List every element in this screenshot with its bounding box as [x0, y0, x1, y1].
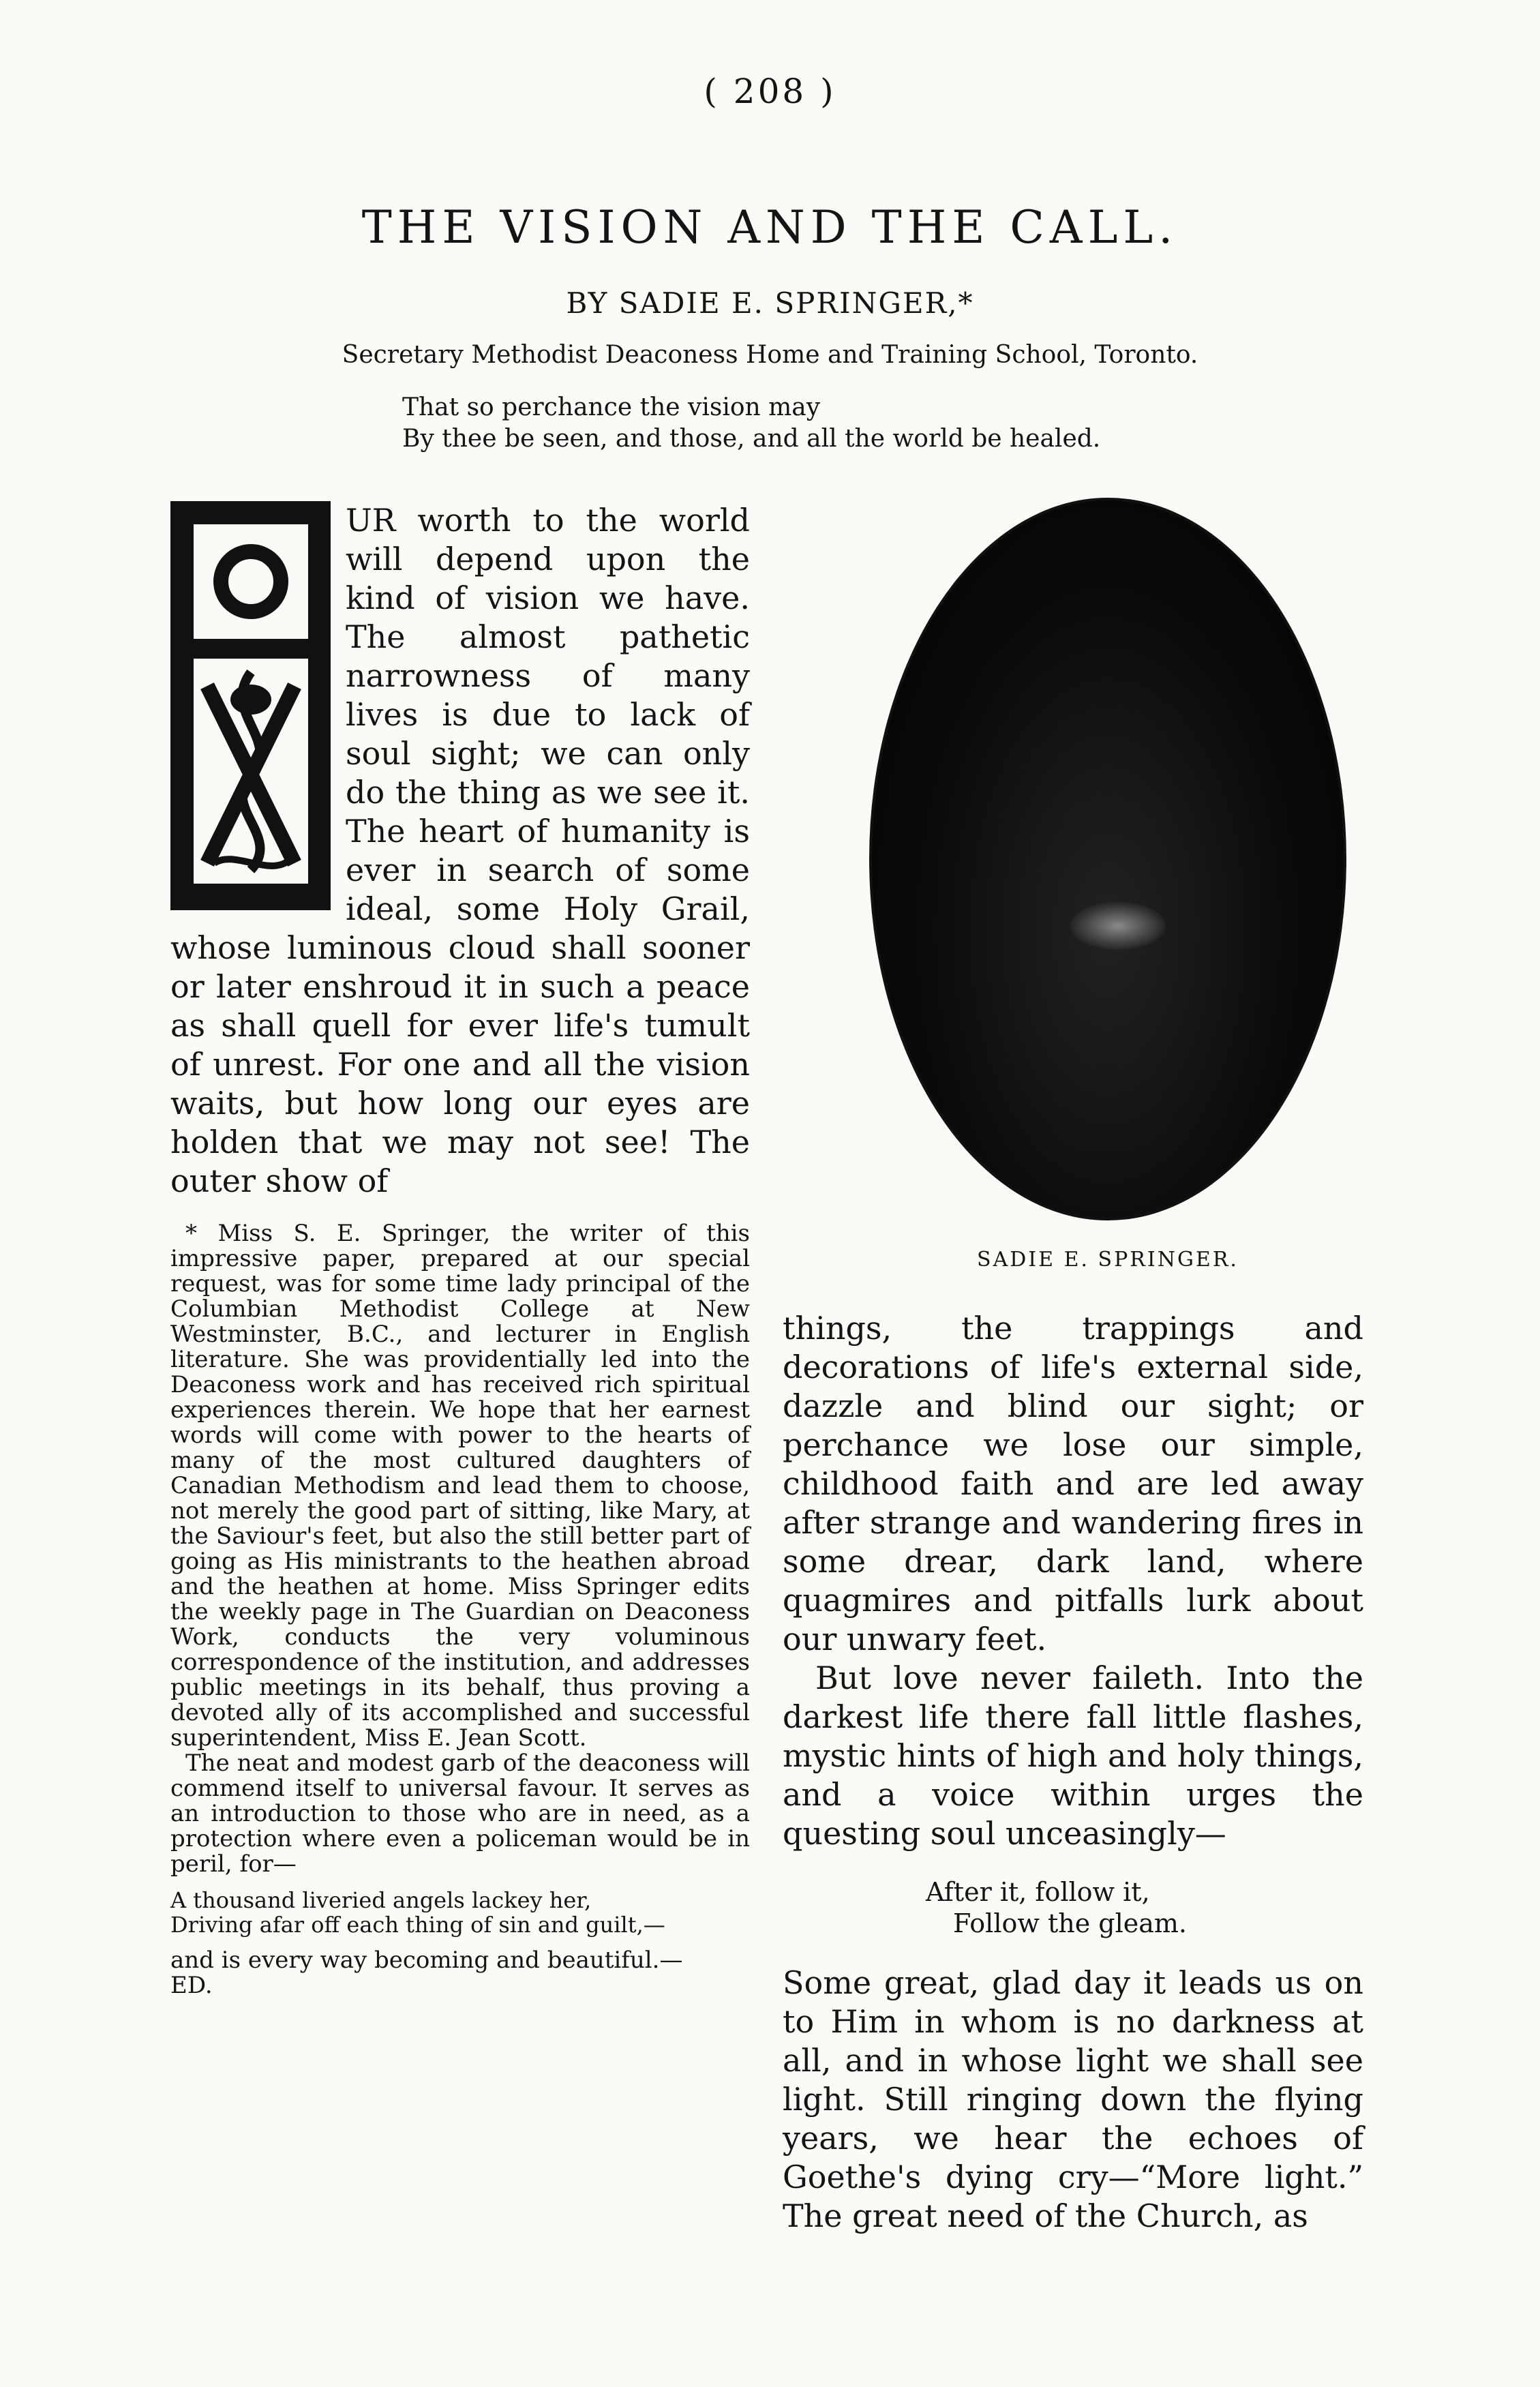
decorative-initial-ornament-icon	[194, 659, 308, 884]
portrait-caption: SADIE E. SPRINGER.	[977, 1248, 1239, 1272]
article-title: THE VISION AND THE CALL.	[361, 201, 1179, 254]
drop-cap	[170, 501, 331, 910]
left-column	[170, 501, 750, 1998]
article-byline: BY SADIE E. SPRINGER,*	[566, 286, 974, 320]
right-column	[783, 1309, 1363, 2236]
poem-verse	[783, 1876, 1363, 1939]
drop-cap-o-icon	[213, 544, 288, 619]
article-body-right: But love never faileth. Into the darkest life there fall little flashes, mystic hints of high and holy things, and a voice within urges the questing soul unceasingly—	[783, 1660, 1363, 1852]
author-affiliation: Secretary Methodist Deaconess Home and Training School, Toronto.	[342, 341, 1198, 369]
epigraph	[402, 392, 1425, 455]
footnote-verse-line: Driving afar off each thing of sin and guilt,—	[170, 1912, 665, 1938]
portrait-highlight	[1070, 902, 1166, 950]
epigraph-line: By thee be seen, and those, and all the world be healed.	[402, 425, 1101, 453]
footnote-verse	[170, 1888, 750, 1937]
footnote-verse-line: A thousand liveried angels lackey her,	[170, 1887, 592, 1913]
verse-line: After it, follow it,	[926, 1877, 1150, 1907]
epigraph-line: That so perchance the vision may	[402, 393, 821, 421]
footnote-paragraph: * Miss S. E. Springer, the writer of this impressive paper, prepared at our special request, was for some time lady principal of the Columbian Methodist College at New Westminster, B.C., and lecturer in English literature. She was providentially led into the Deaconess work and has received rich spiritual experiences therein. We hope that her earnest words will come with power to the hearts of many of the most cultured daughters of Canadian Methodism and lead them to choose, not merely the good part of sitting, like Mary, at the Saviour's feet, but also the still better part of going as His ministrants to the heathen abroad and the heathen at home. Miss Springer edits the weekly page in The Guardian on Deaconess Work, conducts the very voluminous correspondence of the institution, and addresses public meetings in its behalf, thus proving a devoted ally of its accomplished and successful superintendent, Miss E. Jean Scott.	[170, 1220, 750, 1752]
footnote-paragraph: and is every way becoming and beautiful.—	[170, 1947, 683, 1974]
article-body-right: Some great, glad day it leads us on to Him in whom is no darkness at all, and in whose light we shall see light. Still ringing down the flying years, we hear the echoes of Goethe's dying cry—“More light.” The great need of the Church, as	[783, 1964, 1363, 2234]
article-body-right: things, the trappings and decorations of life's external side, dazzle and blind our sight; or perchance we lose our simple, childhood faith and are led away after strange and wandering fires in some drear, dark land, where quagmires and pitfalls lurk about our unwary feet.	[783, 1310, 1363, 1657]
article-body-left: UR worth to the world will depend upon the kind of vision we have. The almost pathetic narrowness of many lives is due to lack of soul sight; we can only do the thing as we see it. The heart of humanity is ever in search of some ideal, some Holy Grail, whose luminous cloud shall sooner or later enshroud it in such a peace as shall quell for ever life's tumult of unrest. For one and all the vision waits, but how long our eyes are holden that we may not see! The outer show of	[170, 502, 750, 1199]
footnote-paragraph: The neat and modest garb of the deaconess will commend itself to universal favour. It serves as an introduction to those who are in need, as a protection where even a policeman would be in peril, for—	[170, 1750, 750, 1878]
portrait-figure	[845, 498, 1370, 1272]
footnote-signature: ED.	[170, 1972, 213, 1999]
page-number: ( 208 )	[704, 72, 836, 111]
drop-cap-letter	[194, 524, 308, 639]
verse-line: Follow the gleam.	[953, 1908, 1188, 1938]
oval-portrait-photo	[869, 498, 1346, 1220]
editor-footnote	[170, 1221, 750, 1998]
